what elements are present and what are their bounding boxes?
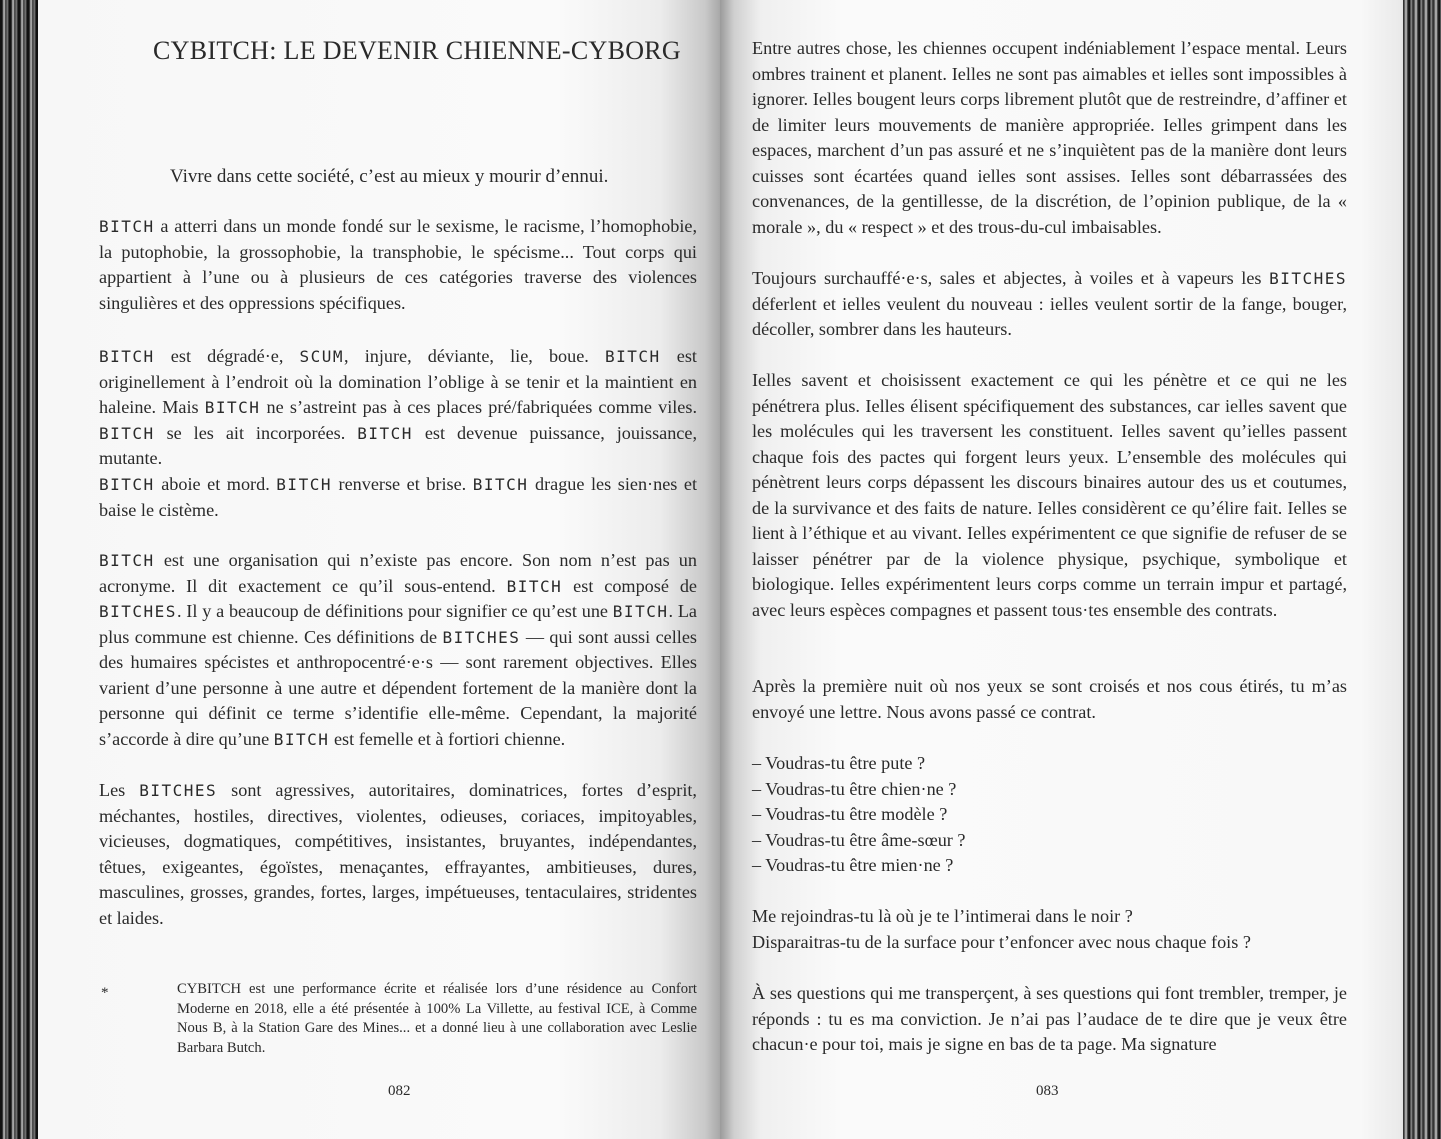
- question-line: – Voudras-tu être chien·ne ?: [752, 778, 957, 799]
- paragraph-5: [99, 778, 697, 931]
- bitch-word: BITCH: [276, 475, 332, 494]
- footnote: CYBITCH est une performance écrite et réalisée lors d’une résidence au Confort Moderne en 2018, elle a été présentée à 100% La Villette, au festival ICE, à Comme Nous B, à la Station Gare des Mines... et a donné lieu à une collaboration avec Leslie Barbara Butch.: [177, 981, 697, 1056]
- epigraph: Vivre dans cette société, c’est au mieux y mourir d’ennui.: [170, 166, 609, 187]
- page-number: 083: [1036, 1083, 1059, 1099]
- question-line: Me rejoindras-tu là où je te l’intimerai dans le noir ?: [752, 906, 1133, 926]
- paragraph-text: ne s’astreint pas à ces places pré/fabriquées comme viles.: [260, 397, 697, 417]
- paragraph-10: À ses questions qui me transperçent, à ses questions qui font trembler, tremper, je réponds : tu es ma conviction. Je n’ai pas l’audace de te dire que je veux être chacun·e pour toi, mais je signe en bas de ta page. Ma signature: [752, 983, 1347, 1054]
- paragraph-text: , injure, déviante, lie, boue.: [344, 346, 605, 366]
- paragraph-text: est devenue puissance, jouissance, mutante.: [99, 422, 698, 468]
- paragraph-text: est dégradé·e,: [154, 346, 300, 366]
- bitches-word: BITCHES: [442, 627, 521, 647]
- paragraph-text: se les ait incorporées.: [154, 422, 358, 443]
- paragraph-8: Ielles savent et choisissent exactement ce qui les pénètre et ce qui ne les pénétrera plus. Ielles élisent spécifiquement des substances, car ielles savent que les molécules qui les traversent les constituent. Ielles savent qu’ielles passent chaque fois des pactes qui forgent leurs yeux. L’ensemble des molécules qui pénètrent leurs corps dépassent les discours binaires autour des us et coutumes, de la survivance et des faits de nature. Ielles considèrent ce qu’élire fait. Ielles se lient à l’éthique et au vivant. Ielles expérimentent ce que signifie de refuser de se laisser pénétrer par de la violence physique, psychique, symbolique et biologique. Ielles expérimentent leurs corps comme un terrain impur et partagé, avec leurs espèces compagnes et passent tous·tes ensemble des contrats.: [752, 370, 1347, 620]
- question-line: – Voudras-tu être mien·ne ?: [752, 855, 954, 875]
- paragraph-text: déferlent et ielles veulent du nouveau : ielles veulent sortir de la fange, bouger, décoller, sombrer dans les hauteurs.: [752, 293, 1347, 339]
- question-line: – Voudras-tu être âme-sœur ?: [752, 829, 966, 850]
- paragraph-6: Entre autres chose, les chiennes occupent indéniablement l’espace mental. Leurs ombres trainent et planent. Ielles ne sont pas aimables et ielles sont impossibles à ignorer. Ielles bougent leurs corps librement plutôt que de restreindre, d’affiner et de limiter leurs mouvements de manière appropriée. Ielles grimpent dans les espaces, marchent d’un pas assuré et ne s’inquiètent pas de la manière dont leurs cuisses sont écartées quand ielles sont assises. Ielles sont débarrassées des convenances, de la gentillesse, de la discrétion, de l’opinion publique, de la « morale », du « respect » et des trous-du-cul imbaisables.: [752, 38, 1347, 237]
- paragraph-text: drague les sien·nes et baise le cistème.: [99, 474, 698, 520]
- page-title: CYBITCH: LE DEVENIR CHIENNE-CYBORG: [153, 36, 682, 65]
- bitch-word: BITCH: [506, 576, 563, 596]
- bitches-word: BITCHES: [99, 602, 177, 621]
- paragraph-text: renverse et brise.: [331, 474, 473, 494]
- bitch-word: BITCH: [99, 217, 155, 236]
- bitch-word: BITCH: [273, 729, 330, 749]
- bitch-word: BITCH: [99, 551, 155, 570]
- left-page: [0, 0, 720, 1139]
- paragraph-text: — qui sont aussi celles des humaires spécistes et anthropocentré·e·s — sont rarement objectives. Elles varient d’une personne à une autre et dépendent fortement de la manière dont la personne qui définit ce terme s’identifie elle-même. Cependant, la majorité s’accorde à dire qu’une: [99, 626, 697, 749]
- bitch-word: BITCH: [99, 423, 155, 443]
- paragraph-text: . Il y a beaucoup de définitions pour signifier ce qu’est une: [176, 601, 613, 621]
- question-pair: [752, 904, 1347, 955]
- bitch-word: BITCH: [99, 347, 155, 366]
- paragraph-text: est une organisation qui n’existe pas encore. Son nom n’est pas un acronyme. Il dit exactement ce qu’il sous-entend.: [99, 550, 697, 596]
- paragraph-7: [752, 266, 1347, 343]
- paragraph-text: a atterri dans un monde fondé sur le sexisme, le racisme, l’homophobie, la putophobie, la grossophobie, la transphobie, le spécisme... Tout corps qui appartient à l’une ou à plusieurs de ces catégories traverse des violences singulières et des oppressions spécifiques.: [99, 216, 697, 313]
- book-edge-left: [0, 0, 38, 1139]
- book-edge-right: [1403, 0, 1441, 1139]
- paragraph-text: est composé de: [562, 575, 697, 596]
- paragraph-text: Les: [99, 780, 140, 800]
- paragraph-text: est femelle et à fortiori chienne.: [329, 728, 566, 749]
- paragraph-text: sont agressives, autoritaires, dominatrices, fortes d’esprit, méchantes, hostiles, directives, violentes, odieuses, coriaces, impitoyables, vicieuses, dogmatiques, compétitives, insistantes, bruyantes, indépendantes, têtues, exigeantes, égoïstes, menaçantes, effrayantes, ambitieuses, dures, masculines, grosses, grandes, fortes, larges, impétueuses, tentaculaires, stridentes et laides.: [99, 780, 697, 928]
- scum-word: SCUM: [299, 347, 345, 366]
- paragraph-9: Après la première nuit où nos yeux se sont croisés et nos cous étirés, tu m’as envoyé une lettre. Nous avons passé ce contrat.: [752, 676, 1347, 722]
- paragraph-text: Toujours surchauffé·e·s, sales et abjectes, à voiles et à vapeurs les: [752, 268, 1270, 288]
- paragraph-1: [99, 214, 697, 316]
- paragraph-3: [99, 472, 697, 523]
- bitch-word: BITCH: [99, 475, 155, 494]
- paragraph-text: . La plus commune est chienne. Ces définitions de: [99, 601, 697, 647]
- footnote-marker: *: [101, 985, 109, 1001]
- paragraph-2: [99, 344, 697, 472]
- paragraph-text: est originellement à l’endroit où la domination l’oblige à se tenir et la maintient en haleine. Mais: [99, 346, 697, 417]
- bitch-word: BITCH: [604, 347, 661, 366]
- bitch-word: BITCH: [204, 398, 261, 417]
- question-line: – Voudras-tu être pute ?: [752, 753, 926, 773]
- question-line: Disparaitras-tu de la surface pour t’enfoncer avec nous chaque fois ?: [752, 931, 1251, 952]
- question-list: [752, 751, 1347, 879]
- bitches-word: BITCHES: [139, 781, 218, 800]
- paragraph-4: [99, 548, 697, 752]
- bitch-word: BITCH: [612, 602, 669, 621]
- page-number: 082: [388, 1083, 411, 1099]
- question-line: – Voudras-tu être modèle ?: [752, 804, 948, 824]
- bitches-word: BITCHES: [1269, 269, 1347, 288]
- paragraph-text: aboie et mord.: [154, 474, 277, 494]
- bitch-word: BITCH: [357, 423, 413, 443]
- bitch-word: BITCH: [472, 475, 529, 494]
